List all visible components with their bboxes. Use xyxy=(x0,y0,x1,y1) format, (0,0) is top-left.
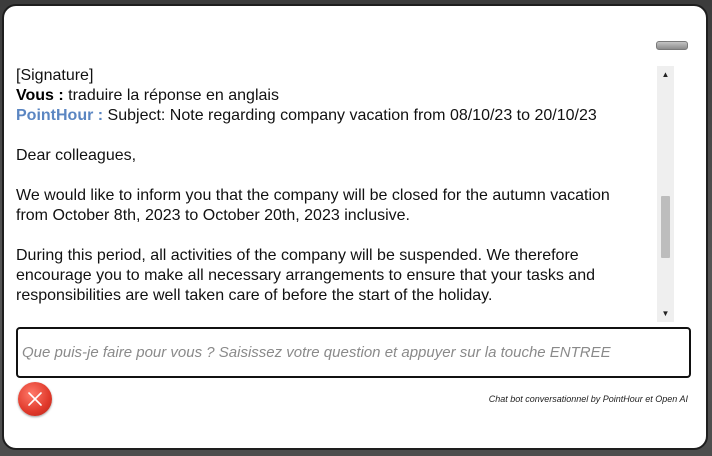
scroll-down-button[interactable] xyxy=(657,305,674,322)
close-x-icon xyxy=(25,389,45,409)
chatbot-window xyxy=(2,4,708,450)
chat-line: We would like to inform you that the company will be closed for the autumn vacation xyxy=(16,187,610,204)
triangle-down-icon: ▼ xyxy=(661,309,670,318)
chat-line-bot xyxy=(16,106,652,126)
chat-transcript xyxy=(16,66,652,306)
scroll-thumb[interactable] xyxy=(661,196,670,258)
chat-line: [Signature] xyxy=(16,67,94,84)
chat-line: responsibilities are well taken care of before the start of the holiday. xyxy=(16,287,493,304)
chat-line: During this period, all activities of the company will be suspended. We therefore xyxy=(16,247,579,264)
close-chat-button[interactable] xyxy=(18,382,52,416)
question-input-box[interactable] xyxy=(16,327,691,378)
chat-line: encourage you to make all necessary arrangements to ensure that your tasks and xyxy=(16,267,595,284)
chat-log[interactable] xyxy=(16,66,674,322)
chat-line xyxy=(16,126,652,146)
footer-credit: Chat bot conversationnel by PointHour et Open AI xyxy=(488,394,688,404)
chat-scrollbar[interactable] xyxy=(657,66,674,322)
scroll-up-button[interactable] xyxy=(657,66,674,83)
message-text: traduire la réponse en anglais xyxy=(63,87,279,104)
chat-line xyxy=(16,166,652,186)
triangle-up-icon: ▲ xyxy=(661,70,670,79)
chat-line: from October 8th, 2023 to October 20th, 2023 inclusive. xyxy=(16,207,410,224)
speaker-label-user: Vous : xyxy=(16,87,64,104)
question-input[interactable] xyxy=(18,329,689,376)
speaker-label-bot: PointHour : xyxy=(16,107,104,124)
minimize-button[interactable] xyxy=(656,41,688,50)
message-text: Subject: Note regarding company vacation from 08/10/23 to 20/10/23 xyxy=(103,107,597,124)
chat-line xyxy=(16,226,652,246)
chat-line: Dear colleagues, xyxy=(16,147,137,164)
chat-line-user xyxy=(16,86,652,106)
